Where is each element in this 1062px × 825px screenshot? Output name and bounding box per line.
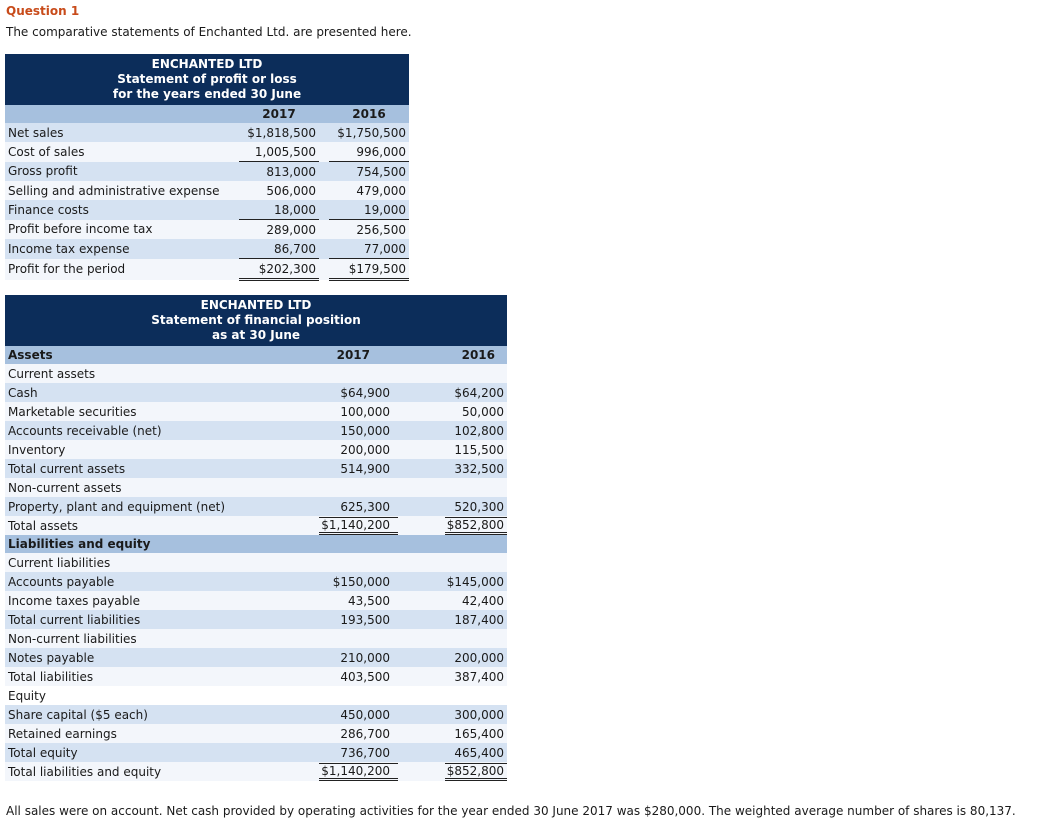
value-2017: 100,000 <box>245 402 398 421</box>
table-row <box>5 220 409 240</box>
row-label: Net sales <box>5 123 239 142</box>
value-2016: $145,000 <box>409 572 507 591</box>
table-row <box>5 200 409 220</box>
value-2016: $852,800 <box>445 763 507 781</box>
footnote: All sales were on account. Net cash provided by operating activities for the year ended 30 June 2017 was $280,000. The weighted average number of shares is 80,137. <box>6 804 1016 818</box>
row-label: Inventory <box>5 440 245 459</box>
assets-heading: Assets <box>5 346 245 364</box>
value-2017: 813,000 <box>239 162 319 182</box>
table-row <box>5 364 507 383</box>
table-row <box>5 724 507 743</box>
row-label: Total current liabilities <box>5 610 245 629</box>
row-label: Accounts payable <box>5 572 245 591</box>
row-label: Cost of sales <box>5 142 239 162</box>
table-row <box>5 591 507 610</box>
table-row <box>5 259 409 280</box>
value-2017: 150,000 <box>245 421 398 440</box>
question-intro: The comparative statements of Enchanted Ltd. are presented here. <box>6 25 412 39</box>
value-2016: 300,000 <box>409 705 507 724</box>
table-row <box>5 762 507 781</box>
value-2017: 193,500 <box>245 610 398 629</box>
table-row <box>5 181 409 200</box>
value-2016: 465,400 <box>409 743 507 762</box>
value-2017: 625,300 <box>245 497 398 516</box>
row-label: Share capital ($5 each) <box>5 705 245 724</box>
value-2016: 77,000 <box>329 239 409 259</box>
table-row <box>5 743 507 762</box>
section-label: Non-current liabilities <box>5 629 245 648</box>
bs-statement-title: Statement of financial position <box>151 313 361 327</box>
pl-header <box>5 54 409 105</box>
table-row <box>5 239 409 259</box>
table-row <box>5 516 507 535</box>
value-2016: $1,750,500 <box>329 123 409 142</box>
row-label: Profit for the period <box>5 259 239 280</box>
value-2017: 289,000 <box>239 220 319 240</box>
value-2017: $64,900 <box>245 383 398 402</box>
value-2016: 754,500 <box>329 162 409 182</box>
row-label: Cash <box>5 383 245 402</box>
table-row <box>5 629 507 648</box>
row-label: Profit before income tax <box>5 220 239 240</box>
value-2016: 187,400 <box>409 610 507 629</box>
value-2017: 86,700 <box>239 239 319 259</box>
row-label: Total liabilities <box>5 667 245 686</box>
bs-header <box>5 295 507 346</box>
table-row <box>5 383 507 402</box>
table-row <box>5 142 409 162</box>
value-2016: 200,000 <box>409 648 507 667</box>
section-label: Equity <box>5 686 245 705</box>
section-label: Current liabilities <box>5 553 245 572</box>
table-row <box>5 478 507 497</box>
table-row <box>5 572 507 591</box>
table-row <box>5 123 409 142</box>
bs-company: ENCHANTED LTD <box>200 298 312 312</box>
value-2017: $150,000 <box>245 572 398 591</box>
value-2016: 102,800 <box>409 421 507 440</box>
table-row <box>5 535 507 553</box>
pl-year-2017: 2017 <box>239 105 319 123</box>
value-2017: $1,140,200 <box>319 517 398 535</box>
row-label: Total assets <box>5 516 245 535</box>
value-2016: $852,800 <box>445 517 507 535</box>
row-label: Retained earnings <box>5 724 245 743</box>
value-2017: 403,500 <box>245 667 398 686</box>
row-label: Selling and administrative expense <box>5 181 239 200</box>
row-label: Total liabilities and equity <box>5 762 245 781</box>
value-2017: 514,900 <box>245 459 398 478</box>
table-row <box>5 553 507 572</box>
table-row <box>5 459 507 478</box>
bs-period: as at 30 June <box>212 328 300 342</box>
section-label: Current assets <box>5 364 245 383</box>
pl-year-2016: 2016 <box>329 105 409 123</box>
value-2017: $1,818,500 <box>239 123 319 142</box>
value-2016: 165,400 <box>409 724 507 743</box>
pl-statement-title: Statement of profit or loss <box>117 72 297 86</box>
row-label: Total equity <box>5 743 245 762</box>
row-label: Property, plant and equipment (net) <box>5 497 245 516</box>
section-label: Non-current assets <box>5 478 245 497</box>
value-2016: 256,500 <box>329 220 409 240</box>
table-row <box>5 440 507 459</box>
row-label: Income tax expense <box>5 239 239 259</box>
pl-period: for the years ended 30 June <box>112 87 302 101</box>
value-2016: 996,000 <box>329 142 409 162</box>
value-2016: 115,500 <box>409 440 507 459</box>
table-row <box>5 686 507 705</box>
value-2017: 736,700 <box>245 743 398 762</box>
value-2016: 42,400 <box>409 591 507 610</box>
value-2017: 210,000 <box>245 648 398 667</box>
table-row <box>5 648 507 667</box>
bs-column-headers <box>5 346 507 364</box>
value-2016: 387,400 <box>409 667 507 686</box>
value-2017: 286,700 <box>245 724 398 743</box>
value-2017: $1,140,200 <box>319 763 398 781</box>
table-row <box>5 705 507 724</box>
value-2016: 50,000 <box>409 402 507 421</box>
row-label: Accounts receivable (net) <box>5 421 245 440</box>
value-2016: 332,500 <box>409 459 507 478</box>
value-2017: 506,000 <box>239 181 319 200</box>
value-2016: 479,000 <box>329 181 409 200</box>
value-2017: 43,500 <box>245 591 398 610</box>
financial-position-table <box>5 295 507 781</box>
table-row <box>5 421 507 440</box>
value-2016: 19,000 <box>329 200 409 220</box>
value-2017: $202,300 <box>239 259 319 280</box>
pl-column-headers <box>5 105 409 123</box>
table-row <box>5 402 507 421</box>
row-label: Income taxes payable <box>5 591 245 610</box>
row-label: Marketable securities <box>5 402 245 421</box>
table-row <box>5 497 507 516</box>
table-row <box>5 162 409 182</box>
row-label: Gross profit <box>5 162 239 182</box>
bs-year-2016: 2016 <box>409 346 507 364</box>
table-row <box>5 667 507 686</box>
value-2016: $179,500 <box>329 259 409 280</box>
row-label: Total current assets <box>5 459 245 478</box>
value-2017: 1,005,500 <box>239 142 319 162</box>
pl-company: ENCHANTED LTD <box>151 57 263 71</box>
bs-year-2017: 2017 <box>245 346 398 364</box>
row-label: Notes payable <box>5 648 245 667</box>
liabilities-equity-heading: Liabilities and equity <box>5 535 245 553</box>
value-2017: 18,000 <box>239 200 319 220</box>
value-2017: 450,000 <box>245 705 398 724</box>
profit-loss-table <box>5 54 409 281</box>
row-label: Finance costs <box>5 200 239 220</box>
table-row <box>5 610 507 629</box>
value-2017: 200,000 <box>245 440 398 459</box>
value-2016: $64,200 <box>409 383 507 402</box>
question-title: Question 1 <box>6 4 80 18</box>
value-2016: 520,300 <box>409 497 507 516</box>
